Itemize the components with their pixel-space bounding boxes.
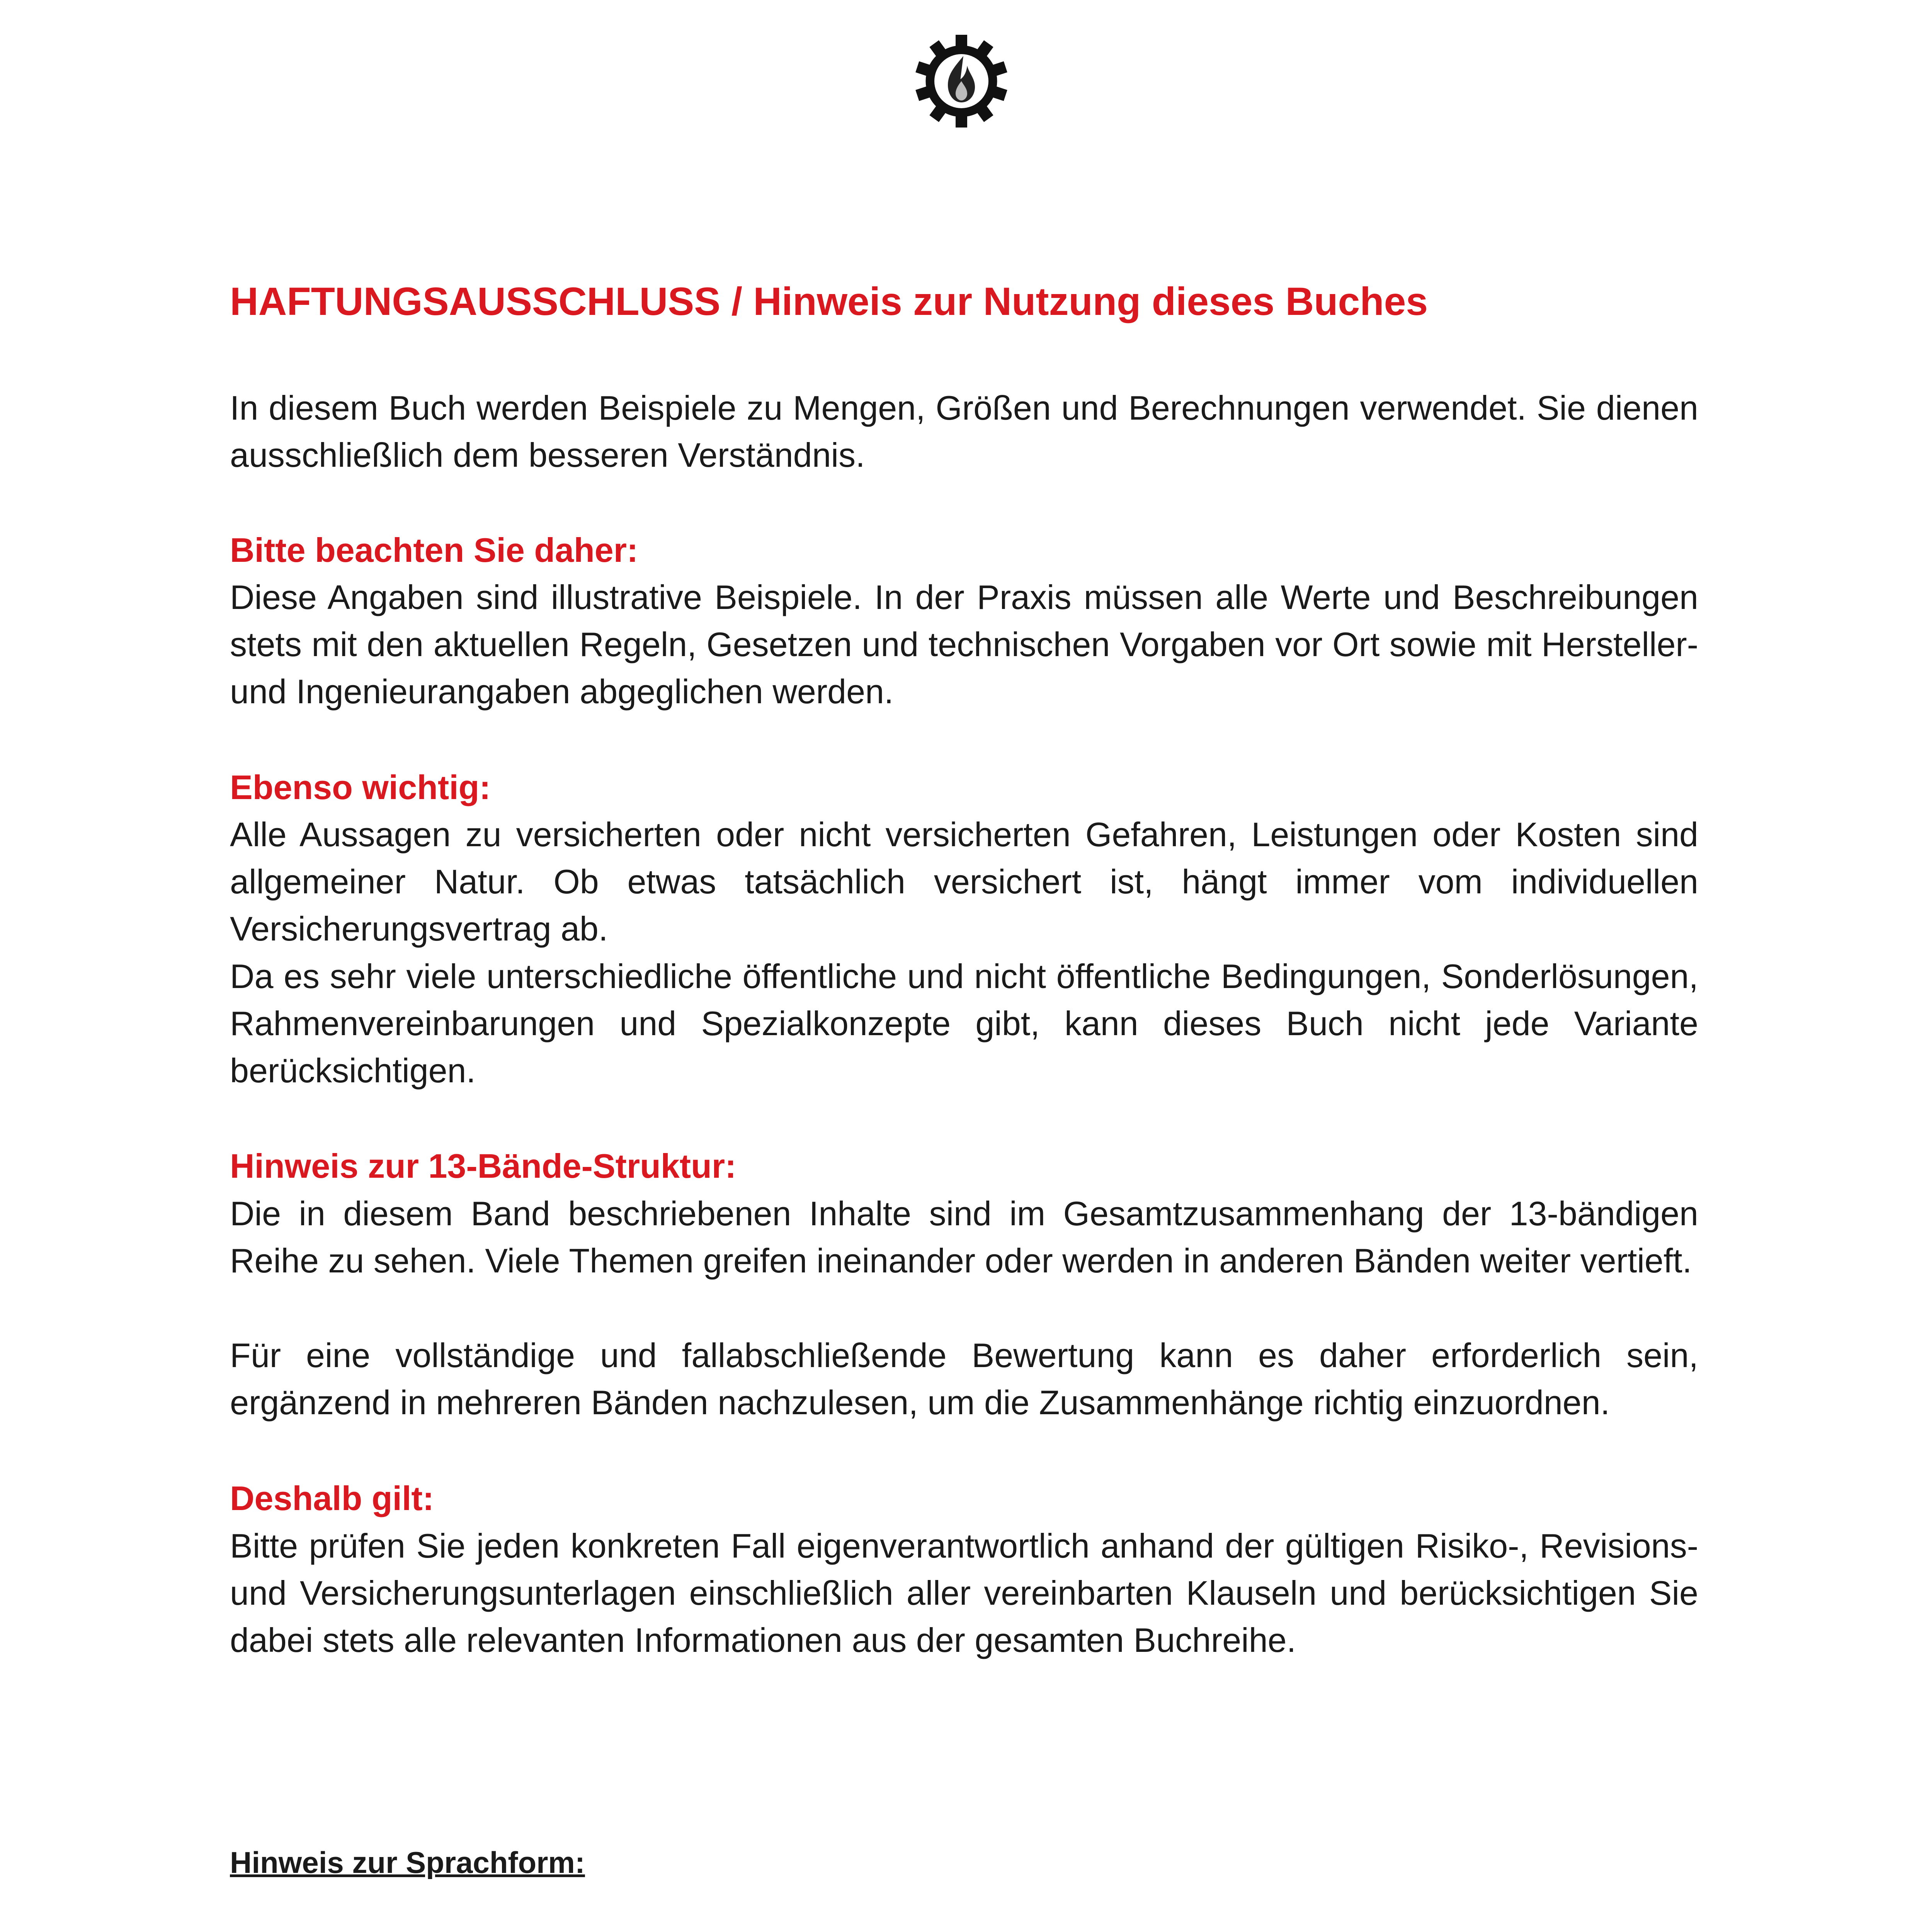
section-paragraph: Alle Aussagen zu versicherten oder nicht versicherten Gefahren, Leistungen oder Kosten sind allgemeiner Natur. Ob etwas tatsächlich versichert ist, hängt immer vom individuellen Versicherungsvertrag ab. (230, 815, 1698, 948)
section-paragraph: Die in diesem Band beschriebenen Inhalte sind im Gesamtzusammenhang der 13-bändigen Reihe zu sehen. Viele Themen greifen ineinander oder werden in anderen Bänden weiter vertieft. (230, 1194, 1698, 1280)
section-heading-13-baende: Hinweis zur 13-Bände-Struktur: (230, 1147, 737, 1185)
intro-paragraph: In diesem Buch werden Beispiele zu Mengen, Größen und Berechnungen verwendet. Sie dienen ausschließlich dem besseren Verständnis. (230, 389, 1698, 474)
section-heading-deshalb-gilt: Deshalb gilt: (230, 1479, 434, 1517)
page-title: HAFTUNGSAUSSCHLUSS / Hinweis zur Nutzung dieses Buches (230, 279, 1428, 323)
gear-flame-logo-icon (913, 33, 1010, 129)
section-paragraph: Für eine vollständige und fallabschließende Bewertung kann es daher erforderlich sein, ergänzend in mehreren Bänden nachzulesen, um die Zusammenhänge richtig einzuordnen. (230, 1336, 1698, 1422)
section-heading-ebenso-wichtig: Ebenso wichtig: (230, 768, 491, 806)
language-note-paragraph (230, 1928, 1698, 1932)
language-note-heading: Hinweis zur Sprachform: (230, 1845, 585, 1879)
section-paragraph: Bitte prüfen Sie jeden konkreten Fall eigenverantwortlich anhand der gültigen Risiko-, Revisions- und Versicherungsunterlagen einschließlich aller vereinbarten Klauseln und berücksichtigen Sie dabei stets alle relevanten Informationen aus der gesamten Buchreihe. (230, 1527, 1698, 1659)
section-paragraph: Diese Angaben sind illustrative Beispiele. In der Praxis müssen alle Werte und Beschreibungen stets mit den aktuellen Regeln, Gesetzen und technischen Vorgaben vor Ort sowie mit Hersteller- und Ingenieurangaben abgeglichen werden. (230, 578, 1698, 711)
section-heading-bitte-beachten: Bitte beachten Sie daher: (230, 531, 638, 569)
section-paragraph: Da es sehr viele unterschiedliche öffentliche und nicht öffentliche Bedingungen, Sonderlösungen, Rahmenvereinbarungen und Spezialkonzepte gibt, kann dieses Buch nicht jede Variante berücksichtigen. (230, 957, 1698, 1090)
